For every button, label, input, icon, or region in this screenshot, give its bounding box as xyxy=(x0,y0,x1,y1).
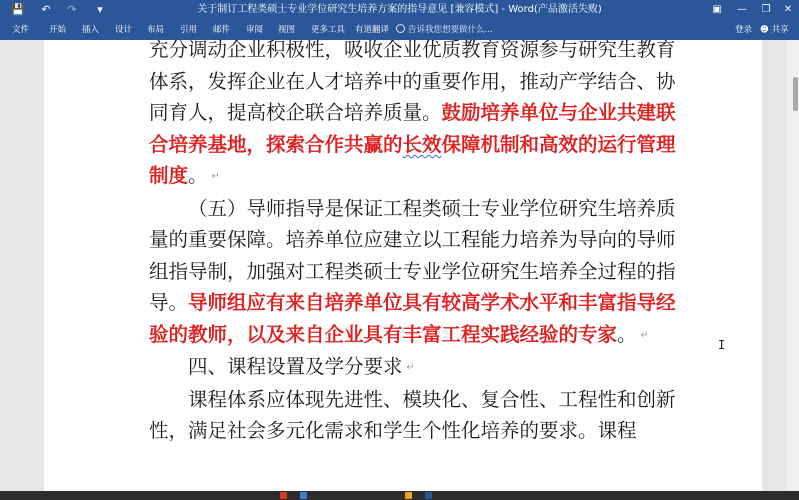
document-body[interactable] xyxy=(149,40,694,447)
login-link[interactable]: 登录 xyxy=(735,25,753,35)
taskbar-app-icon[interactable] xyxy=(425,492,432,499)
tab-file[interactable]: 文件 xyxy=(12,25,30,35)
lightbulb-icon xyxy=(396,24,405,33)
paragraph-supervisor xyxy=(149,193,694,352)
maximize-button[interactable]: ❐ xyxy=(761,4,771,15)
tab-insert[interactable]: 插入 xyxy=(82,25,100,35)
quick-access-dropdown-icon[interactable]: ▾ xyxy=(97,3,103,16)
red-text: 行管理制度 xyxy=(149,132,676,188)
taskbar-app-icon[interactable] xyxy=(405,492,412,499)
taskbar xyxy=(0,491,799,500)
document-page[interactable] xyxy=(44,40,762,500)
document-workspace xyxy=(0,40,799,500)
text-line: 育体系，发挥企业在人才培养中的重要作用，推动产学结合、 xyxy=(149,40,676,93)
tab-mailings[interactable]: 邮件 xyxy=(213,25,231,35)
tab-layout[interactable]: 布局 xyxy=(147,25,165,35)
red-text: 鼓励培养单位与企业共 xyxy=(441,101,637,125)
text-line: 充分调动企业积极性，吸收企业优质教育资源参与研究生教 xyxy=(149,40,657,61)
section-heading-courses xyxy=(149,351,694,383)
undo-icon[interactable]: ↶ xyxy=(41,3,51,16)
paragraph-mark-icon: ↵ xyxy=(211,171,220,183)
taskbar-app-icon[interactable] xyxy=(300,492,307,499)
tell-me-search[interactable] xyxy=(396,20,493,40)
close-button[interactable]: ✕ xyxy=(783,4,793,15)
redo-icon[interactable]: ↷ xyxy=(67,3,77,16)
text-black: （五）导师指导是保证工程类硕士专业学位研究生培养质量的重要保障。培养单位应建立以工程能力培养为导向的导师组指导制，加强对工程类硕士专业学位研究生培养全过程的指导。 xyxy=(149,196,676,315)
tab-design[interactable]: 设计 xyxy=(115,25,133,35)
tell-me-placeholder: 告诉我您想要做什么... xyxy=(408,25,493,35)
red-text: 保障机制和高效的运 xyxy=(441,132,618,156)
tab-more-tools[interactable]: 更多工具 xyxy=(311,25,346,35)
paragraph-enterprise xyxy=(149,40,694,193)
paragraph-mark-icon: ↵ xyxy=(406,362,415,374)
text-cursor-icon: I xyxy=(718,338,726,352)
tab-home[interactable]: 开始 xyxy=(49,25,67,35)
ribbon-display-icon[interactable]: ▣ xyxy=(712,4,722,15)
tab-references[interactable]: 引用 xyxy=(180,25,198,35)
red-text: 导师组应有来自培养单位具有较高学术水平和丰富指导经验的教师，以及来自企业具有丰富工程实践经验的专家 xyxy=(149,291,676,347)
paragraph-curriculum xyxy=(149,384,694,447)
text-end: 。 xyxy=(617,323,637,347)
share-button[interactable] xyxy=(760,20,789,40)
save-icon[interactable]: 💾 xyxy=(11,3,25,16)
paragraph-mark-icon: ↵ xyxy=(640,329,649,341)
ribbon-tabs xyxy=(0,20,799,40)
spellcheck-underlined-text: 长效 xyxy=(402,132,442,156)
text-end: 。 xyxy=(188,164,208,188)
share-label: 共享 xyxy=(771,25,789,35)
tab-youdao-translate[interactable]: 有道翻译 xyxy=(355,25,390,35)
heading-text: 四、课程设置及学分要求 xyxy=(188,355,403,379)
text-line: 协同育人，提高校企联合培养质量。 xyxy=(149,69,676,125)
window-title: 关于制订工程类硕士专业学位研究生培养方案的指导意见 [兼容模式] - Word(产品激活失败) xyxy=(197,4,602,15)
tab-review[interactable]: 审阅 xyxy=(246,25,264,35)
text-black: 课程体系应体现先进性、模块化、复合性、工程性和创新性，满足社会多元化需求和学生个性化培养的要求。课程 xyxy=(149,387,676,443)
scrollbar-thumb[interactable] xyxy=(793,77,798,111)
red-text: 建联合培养基地，探索合作共赢的 xyxy=(149,101,676,156)
minimize-button[interactable]: — xyxy=(737,4,747,15)
tab-view[interactable]: 视图 xyxy=(278,25,296,35)
title-bar xyxy=(0,0,799,20)
person-icon: ☻ xyxy=(760,25,769,35)
taskbar-app-icon[interactable] xyxy=(280,492,287,499)
